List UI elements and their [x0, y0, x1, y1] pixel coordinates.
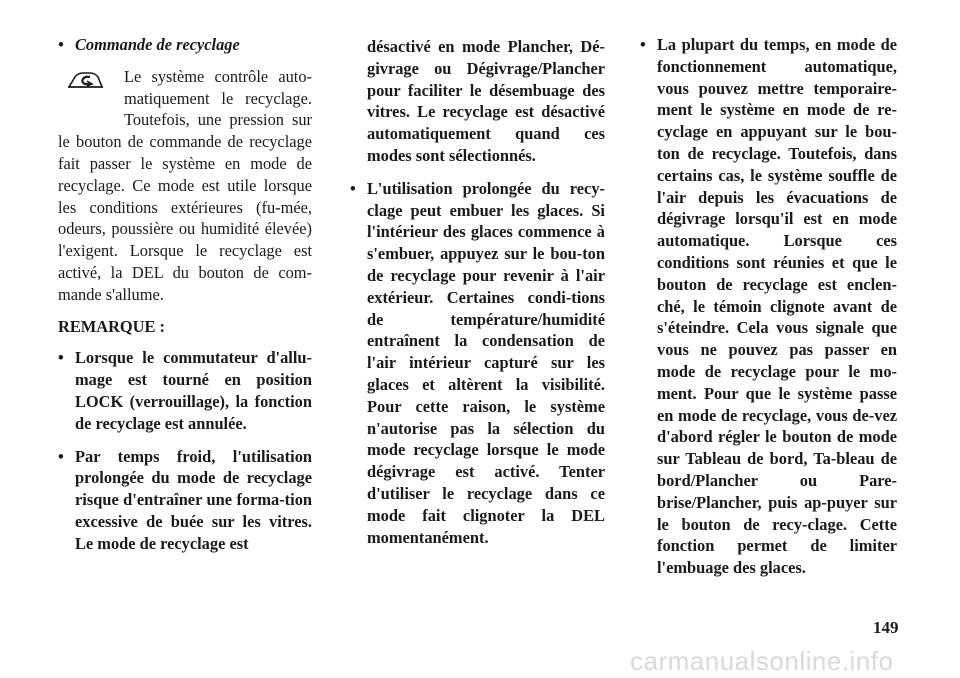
intro-paragraph-block [58, 66, 312, 306]
remark-bullet-text: Lorsque le commutateur d'allu-mage est tourné en position LOCK (verrouillage), la fonction de recyclage est annulée. [75, 348, 312, 433]
column-1 [58, 34, 312, 555]
column-3 [640, 34, 897, 579]
section-heading-bullet [58, 34, 312, 56]
column-2 [350, 36, 605, 548]
recirculation-icon [58, 66, 124, 126]
remark-label: REMARQUE : [58, 316, 165, 336]
section-heading: Commande de recyclage [75, 35, 240, 54]
bullet-continuation: désactivé en mode Plancher, Dé-givrage ou Dégivrage/Plancher pour faciliter le désembuage des vitres. Le recyclage est désactivé automatiquement quand ces modes sont sélectionnés. [367, 37, 605, 165]
remark-bullet-text: Par temps froid, l'utilisation prolongée du mode de recyclage risque d'entraîner une forma-tion excessive de buée sur les vitres. Le mode de recyclage est [75, 446, 312, 553]
remark-bullet [640, 34, 897, 579]
page-number: 149 [873, 618, 899, 637]
remark-bullet-text: La plupart du temps, en mode de fonctionnement automatique, vous pouvez mettre temporaire-ment le système en mode de re-cyclage en appuyant sur le bou-ton de recyclage. Toutefois, dans certains cas, le système souffle de l'air depuis les évacuations de dégivrage lorsqu'il est en mode automatique. Lorsque ces conditions sont réunies et que le bouton de recyclage est enclen-ché, le témoin clignote avant de s'éteindre. Cela vous signale que vous ne pouvez pas passer en mode de recyclage pour le mo-ment. Pour que le système passe en mode de recyclage, vous de-vez d'abord régler le bouton de mode sur Tableau de bord, Ta-bleau de bord/Plancher ou Pare-brise/Plancher, puis ap-puyer sur le bouton de recy-clage. Cette fonction permet de limiter l'embuage des glaces. [657, 35, 897, 578]
remark-bullet-text: L'utilisation prolongée du recy-clage peut embuer les glaces. Si l'intérieur des glaces commence à s'embuer, appuyez sur le bou-ton de recyclage pour revenir à l'air extérieur. Certaines condi-tions de température/humidité entraînent la condensation de l'air intérieur capturé sur les glaces et altèrent la visibilité. Pour cette raison, le système n'autorise pas la sélection du mode recyclage lorsque le mode dégivrage est activé. Tenter d'utiliser le recyclage dans ce mode fait clignoter la DEL momentanément. [367, 178, 605, 547]
watermark: carmanualsonline.info [630, 646, 894, 676]
remark-bullet [58, 446, 312, 555]
remark-bullet [350, 178, 605, 549]
intro-paragraph: Le système contrôle auto-matiquement le recyclage. Toutefois, une pression sur le bouton de commande de recyclage fait passer le système en mode de recyclage. Ce mode est utile lorsque les conditions extérieures (fu-mée, odeurs, poussière ou humidité élevée) l'exigent. Lorsque le recyclage est activé, la DEL du bouton de com-mande s'allume. [58, 66, 312, 304]
remark-bullet [58, 347, 312, 434]
